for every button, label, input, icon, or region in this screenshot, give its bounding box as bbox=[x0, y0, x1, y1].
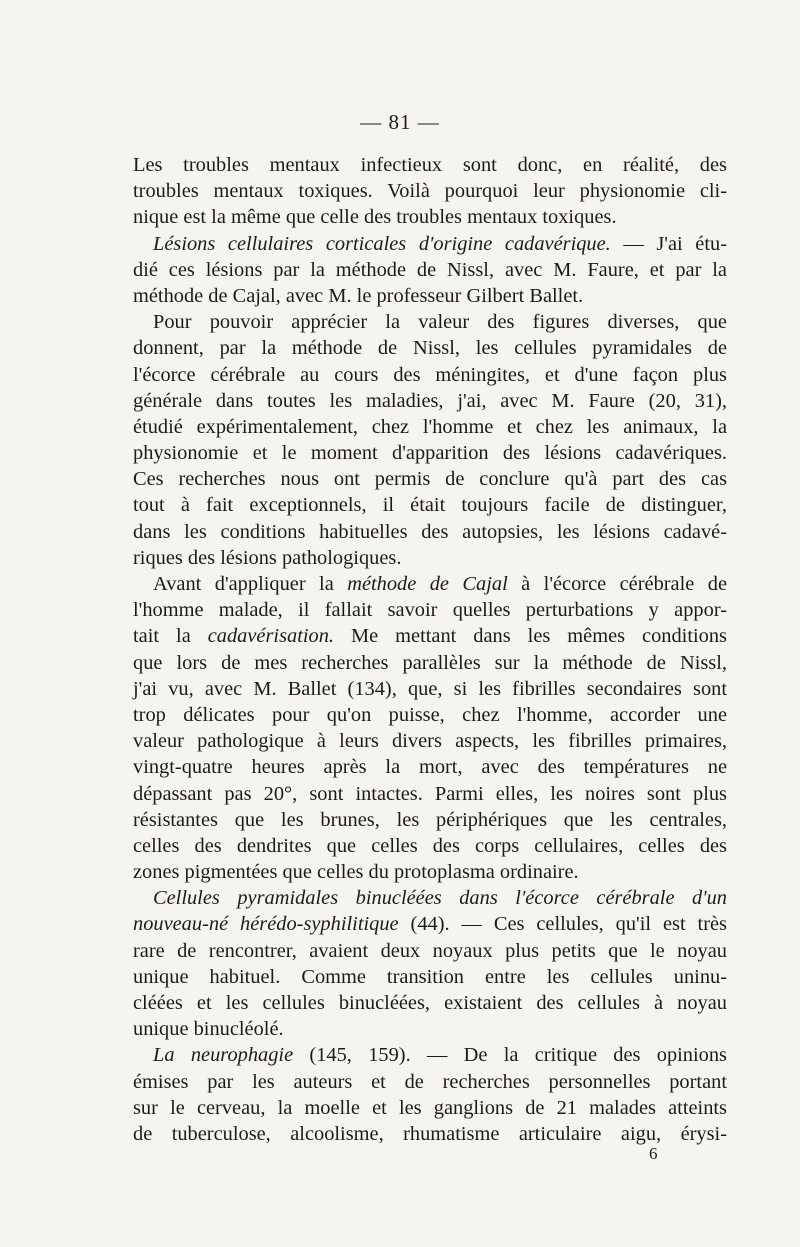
text-run: Pour pouvoir apprécier la valeur des figures diverses, que bbox=[153, 311, 727, 334]
text-run: cléées et les cellules binucléées, existaient des cellules à noyau bbox=[133, 992, 727, 1014]
text-run: l'homme malade, il fallait savoir quelles perturbations y appor- bbox=[133, 599, 727, 622]
text-line bbox=[133, 257, 727, 283]
text-line bbox=[133, 1016, 727, 1042]
text-line bbox=[133, 519, 727, 545]
text-run: unique binucléolé. bbox=[133, 1018, 284, 1041]
text-run: vingt-quatre heures après la mort, avec des températures ne bbox=[133, 756, 727, 779]
text-line bbox=[133, 1095, 727, 1121]
text-line bbox=[133, 833, 727, 859]
text-run: j'ai vu, avec M. Ballet (134), que, si les fibrilles secondaires sont bbox=[133, 677, 727, 700]
italic-run: La neurophagie bbox=[153, 1044, 294, 1067]
text-line bbox=[133, 990, 727, 1016]
italic-run: nouveau-né hérédo-syphilitique bbox=[133, 913, 399, 936]
text-line bbox=[133, 676, 727, 702]
text-line bbox=[133, 1069, 727, 1095]
text-run: troubles mentaux toxiques. Voilà pourquoi leur physionomie cli- bbox=[133, 180, 727, 203]
text-run: (44). — Ces cellules, qu'il est très bbox=[398, 913, 727, 936]
text-run: émises par les auteurs et de recherches personnelles portant bbox=[133, 1070, 727, 1093]
text-line bbox=[133, 807, 727, 833]
text-line bbox=[133, 545, 727, 571]
text-run: étudié expérimentalement, chez l'homme et chez les animaux, la bbox=[133, 415, 727, 438]
text-line bbox=[133, 911, 727, 937]
text-run: à l'écorce cérébrale de bbox=[507, 573, 728, 595]
text-line bbox=[133, 938, 727, 964]
text-run: trop délicates pour qu'on puisse, chez l'homme, accorder une bbox=[133, 703, 727, 726]
text-run: Me mettant dans les mêmes conditions bbox=[334, 625, 727, 648]
text-run: dié ces lésions par la méthode de Nissl, avec M. Faure, et par la bbox=[133, 258, 727, 281]
text-line bbox=[133, 283, 727, 309]
text-run: (145, 159). — De la critique des opinions bbox=[293, 1044, 727, 1067]
text-line bbox=[133, 571, 727, 597]
text-run: nique est la même que celle des troubles mentaux toxiques. bbox=[133, 206, 617, 229]
text-line bbox=[133, 623, 727, 649]
text-run: Ces recherches nous ont permis de conclure qu'à part des cas bbox=[133, 468, 727, 491]
text-line bbox=[133, 362, 727, 388]
text-line bbox=[133, 859, 727, 885]
italic-run: Cellules pyramidales binucléées dans l'écorce cérébrale d'un bbox=[153, 887, 727, 910]
text-run: sur le cerveau, la moelle et les ganglions de 21 malades atteints bbox=[133, 1096, 727, 1119]
text-line bbox=[133, 650, 727, 676]
text-line bbox=[133, 204, 727, 230]
text-line bbox=[133, 152, 727, 178]
italic-run: méthode de Cajal bbox=[347, 573, 508, 595]
italic-run: cadavérisation. bbox=[207, 625, 335, 648]
text-run: tout à fait exceptionnels, il était toujours facile de distinguer, bbox=[133, 494, 727, 517]
text-line bbox=[133, 964, 727, 990]
text-line bbox=[133, 728, 727, 754]
body-text bbox=[133, 152, 727, 1147]
text-run: rare de rencontrer, avaient deux noyaux plus petits que le noyau bbox=[133, 939, 727, 962]
page-number: — 81 — bbox=[360, 110, 440, 134]
text-run: dans les conditions habituelles des autopsies, les lésions cadavé- bbox=[133, 520, 727, 543]
italic-run: Lésions cellulaires corticales d'origine cadavérique. bbox=[153, 232, 611, 255]
text-run: tait la bbox=[133, 625, 208, 648]
text-line bbox=[133, 885, 727, 911]
text-run: zones pigmentées que celles du protoplasma ordinaire. bbox=[133, 861, 579, 884]
text-line bbox=[133, 1121, 727, 1147]
text-run: Avant d'appliquer la bbox=[153, 573, 348, 595]
text-line bbox=[133, 781, 727, 807]
text-line bbox=[133, 702, 727, 728]
text-run: physionomie et le moment d'apparition des lésions cadavériques. bbox=[133, 442, 727, 465]
text-line bbox=[133, 466, 727, 492]
text-run: valeur pathologique à leurs divers aspects, les fibrilles primaires, bbox=[133, 730, 727, 753]
text-run: de tuberculose, alcoolisme, rhumatisme articulaire aigu, érysi- bbox=[133, 1122, 727, 1145]
text-line bbox=[133, 309, 727, 335]
text-line bbox=[133, 754, 727, 780]
text-run: méthode de Cajal, avec M. le professeur Gilbert Ballet. bbox=[133, 284, 584, 307]
signature-mark: 6 bbox=[649, 1144, 658, 1163]
text-line bbox=[133, 597, 727, 623]
text-line bbox=[133, 335, 727, 361]
text-line bbox=[133, 440, 727, 466]
text-run: dépassant pas 20°, sont intactes. Parmi elles, les noires sont plus bbox=[133, 782, 727, 805]
text-run: l'écorce cérébrale au cours des méningites, et d'une façon plus bbox=[133, 363, 727, 386]
text-line bbox=[133, 178, 727, 204]
text-run: donnent, par la méthode de Nissl, les cellules pyramidales de bbox=[133, 337, 727, 360]
text-run: — J'ai étu- bbox=[610, 232, 727, 255]
text-line bbox=[133, 492, 727, 518]
text-line bbox=[133, 231, 727, 257]
text-run: Les troubles mentaux infectieux sont donc, en réalité, des bbox=[133, 154, 727, 176]
text-run: résistantes que les brunes, les périphériques que les centrales, bbox=[133, 808, 727, 831]
text-run: celles des dendrites que celles des corps cellulaires, celles des bbox=[133, 834, 727, 857]
text-run: unique habituel. Comme transition entre les cellules uninu- bbox=[133, 965, 727, 988]
text-run: que lors de mes recherches parallèles sur la méthode de Nissl, bbox=[133, 651, 727, 674]
text-line bbox=[133, 1042, 727, 1068]
text-run: riques des lésions pathologiques. bbox=[133, 546, 402, 569]
text-line bbox=[133, 414, 727, 440]
text-line bbox=[133, 388, 727, 414]
text-run: générale dans toutes les maladies, j'ai, avec M. Faure (20, 31), bbox=[133, 389, 727, 412]
